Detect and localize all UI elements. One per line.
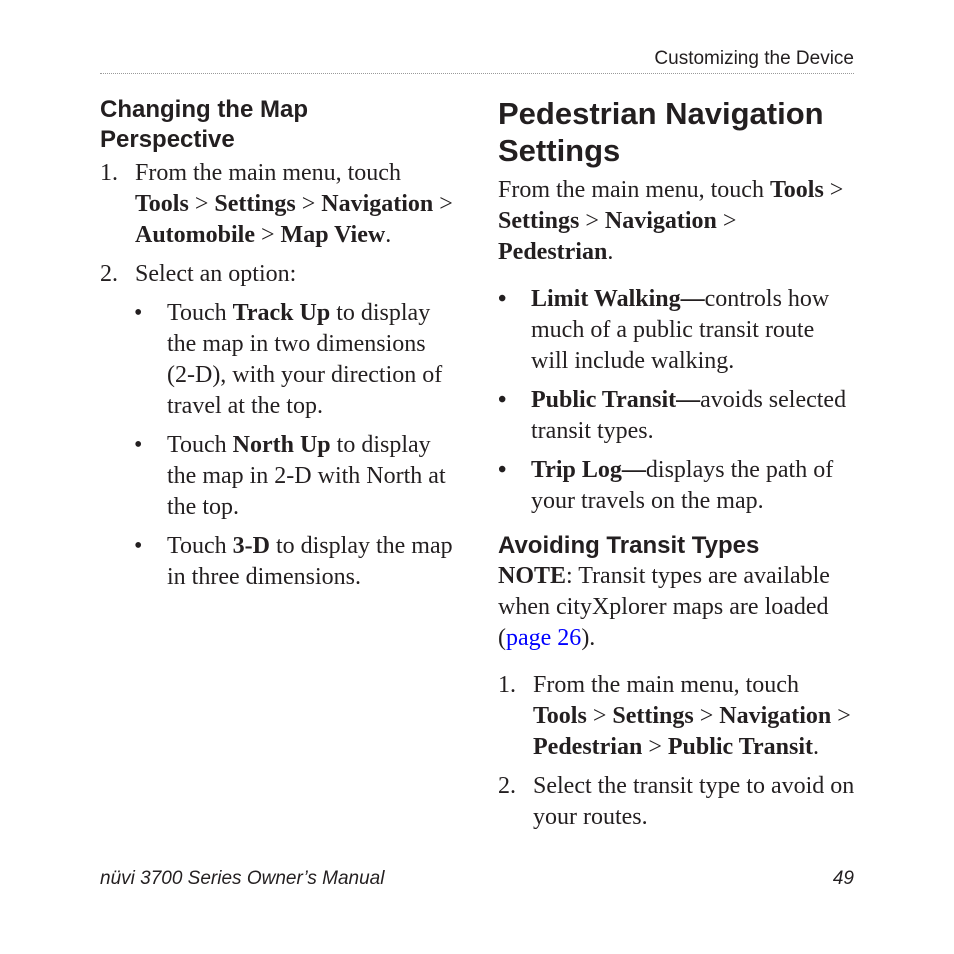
- menu-path-tools: Tools: [533, 703, 587, 729]
- period: .: [385, 222, 392, 248]
- path-separator: >: [261, 222, 275, 248]
- path-separator: >: [699, 703, 714, 729]
- option-desc: to display the map in two dimensions (2-D), with your direction of travel at the top.: [167, 300, 443, 419]
- option-prefix: Touch: [167, 432, 233, 458]
- path-separator: >: [648, 734, 662, 760]
- menu-path-settings: Settings: [498, 208, 580, 234]
- step-text: Select an option:: [135, 261, 297, 287]
- setting-term: Trip Log—: [531, 457, 646, 483]
- path-separator: >: [301, 191, 316, 217]
- step-number: 1.: [100, 160, 118, 186]
- note-text: : Transit types are available when cityXplorer maps are loaded (: [498, 563, 830, 651]
- step-number: 1.: [498, 672, 516, 698]
- step-text: From the main menu, touch: [135, 160, 401, 186]
- step-number: 2.: [498, 773, 516, 799]
- page-link[interactable]: page 26: [506, 625, 582, 651]
- heading-pedestrian-settings: Pedestrian Navigation Settings: [498, 96, 824, 168]
- note-end: ).: [581, 625, 596, 651]
- menu-path-automobile: Automobile: [135, 222, 255, 248]
- setting-desc: displays the path of your travels on the map.: [531, 457, 834, 514]
- menu-path-navigation: Navigation: [321, 191, 434, 217]
- bullet: •: [498, 457, 507, 483]
- menu-path-settings: Settings: [612, 703, 694, 729]
- list-item: [498, 455, 856, 517]
- menu-path-settings: Settings: [214, 191, 296, 217]
- right-column: [498, 95, 856, 833]
- bullet: •: [134, 300, 143, 326]
- bullet: •: [134, 533, 143, 559]
- option-prefix: Touch: [167, 300, 233, 326]
- intro-text: From the main menu, touch: [498, 177, 764, 203]
- intro-paragraph: [498, 175, 856, 268]
- setting-desc: avoids selected transit types.: [531, 387, 847, 444]
- setting-desc: controls how much of a public transit route will include walking.: [531, 286, 830, 374]
- section-title: Customizing the Device: [654, 48, 854, 69]
- option-list: [134, 298, 456, 593]
- path-separator: >: [592, 703, 607, 729]
- list-item: [134, 298, 456, 422]
- list-item: [134, 430, 456, 523]
- menu-path-public-transit: Public Transit: [667, 734, 813, 760]
- step-2: [498, 771, 856, 833]
- list-item: [498, 284, 856, 377]
- bullet: •: [134, 432, 143, 458]
- path-separator: >: [722, 208, 737, 234]
- period: .: [813, 734, 819, 760]
- period: .: [607, 239, 614, 265]
- path-separator: >: [829, 177, 844, 203]
- step-2: [100, 259, 456, 290]
- settings-list: [498, 284, 856, 517]
- option-prefix: Touch: [167, 533, 233, 559]
- list-item: [498, 385, 856, 447]
- menu-path-pedestrian: Pedestrian: [533, 734, 643, 760]
- option-term: North Up: [232, 432, 331, 458]
- note-paragraph: [498, 561, 856, 654]
- bullet: •: [498, 387, 507, 413]
- footer-page-number: 49: [832, 868, 854, 889]
- step-number: 2.: [100, 261, 118, 287]
- left-column: [100, 95, 456, 593]
- path-separator: >: [585, 208, 599, 234]
- menu-path-navigation: Navigation: [604, 208, 717, 234]
- footer-manual-title: nüvi 3700 Series Owner’s Manual: [100, 868, 385, 889]
- step-1: [100, 158, 456, 251]
- running-header: [100, 46, 854, 74]
- step-text: Select the transit type to avoid on your routes.: [533, 773, 855, 830]
- note-label: NOTE: [498, 563, 567, 589]
- option-desc: to display the map in three dimensions.: [167, 533, 453, 590]
- option-desc: to display the map in 2-D with North at the top.: [167, 432, 446, 520]
- setting-term: Public Transit—: [531, 387, 701, 413]
- step-text: From the main menu, touch: [533, 672, 799, 698]
- path-separator: >: [194, 191, 209, 217]
- menu-path-map-view: Map View: [280, 222, 386, 248]
- menu-path-tools: Tools: [769, 177, 824, 203]
- option-term: 3-D: [232, 533, 270, 559]
- heading-avoiding-transit: Avoiding Transit Types: [498, 532, 760, 559]
- menu-path-tools: Tools: [135, 191, 189, 217]
- bullet: •: [498, 286, 507, 312]
- heading-map-perspective: Changing the Map Perspective: [100, 96, 308, 153]
- menu-path-navigation: Navigation: [719, 703, 832, 729]
- setting-term: Limit Walking—: [531, 286, 705, 312]
- list-item: [134, 531, 456, 593]
- menu-path-pedestrian: Pedestrian: [498, 239, 608, 265]
- option-term: Track Up: [232, 300, 331, 326]
- path-separator: >: [837, 703, 851, 729]
- path-separator: >: [439, 191, 453, 217]
- step-1: [498, 670, 856, 763]
